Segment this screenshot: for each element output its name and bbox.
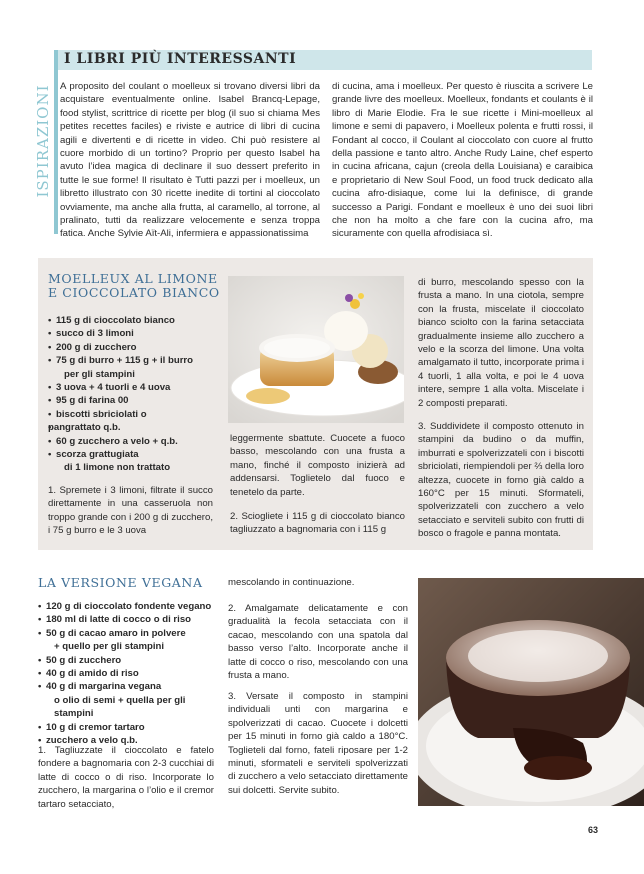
recipe2-photo bbox=[418, 578, 644, 806]
section-side-label bbox=[34, 46, 52, 236]
side-accent-bar bbox=[54, 50, 58, 234]
ingredient-item: • 60 g zucchero a velo + q.b. bbox=[48, 435, 223, 448]
ingredient-item: • succo di 3 limoni bbox=[48, 327, 223, 340]
article-column-2: di cucina, ama i moelleux. Per questo è riuscita a scrivere Le grande livre des moelleux. Moelleux, fondants et coulants è il libro di Marie Elodie. Fra le sue ricette i Mini-moelleux al limone e semi di papavero, i Moelleux polenta e frutti rossi, il Fondant al cocco, il Coulant al cioccolato con cuore al frutto della passione e tanto altro. Anche Rudy Laine, chef esperto in cucina africana, cajun (creola della Louisiana) e caraibica e proprietario di New Soul Food, un food truck dedicato alla cucina afro-disiaque, come lui la definisce, di grande successo a Parigi. Fondant e moelleux è uno dei suoi libri che non ha molto a che fare con la cucina afro, ma sicuramente con quella afrodisiaca sì. bbox=[332, 81, 593, 240]
recipe1-title-line2: E CIOCCOLATO BIANCO bbox=[48, 285, 220, 300]
ingredient-item: • biscotti sbriciolati o bbox=[48, 408, 223, 421]
ingredient-item: • pangrattato q.b. bbox=[48, 421, 223, 434]
recipe1-step3: 3. Suddividete il composto ottenuto in stampini da budino o da muffin, imburrati e spolverizzateli con i biscotti sbriciolati, riempiendoli per ⅔ della loro altezza, cuocete in forno già caldo a 160°C per 15 minuti. Sformateli, spolverizzateli con zucchero a velo setacciato e serviteli subito con frutti di bosco o fragole e panna montata. bbox=[418, 421, 584, 540]
ingredient-item: • 3 uova + 4 tuorli e 4 uova bbox=[48, 381, 223, 394]
recipe1-step2-cont: di burro, mescolando spesso con la frusta a mano. In una ciotola, sempre con la frusta, miscelate il cioccolato bianco sciolto con la farina setacciata gradualmente insieme allo zucchero a velo e la scorza del limone. Una volta amalgamato il tutto, incorporate prima i 4 tuorli, 1 alla volta, e poi le 4 uova intere, sempre 1 alla volta. Miscelate i 2 composti preparati. bbox=[418, 277, 584, 409]
section-side-label-text: ISPIRAZIONI bbox=[34, 84, 52, 198]
recipe1-step1-cont: leggermente sbattute. Cuocete a fuoco basso, mescolando con una frusta a mano, finché il composto inizierà ad addensarsi. Toglietelo dal fuoco e tenetelo da parte. bbox=[230, 433, 405, 498]
ingredient-item: • scorza grattugiata di 1 limone non trattato bbox=[48, 448, 223, 475]
ingredient-item: • 50 g di zucchero bbox=[38, 654, 223, 667]
ingredient-item: • zucchero a velo q.b. bbox=[38, 734, 223, 747]
recipe2-step3: 3. Versate il composto in stampini individuali unti con margarina e spolverizzati di cacao. Cuocete i dolcetti per 15 minuti in forno già caldo a 180°C. Toglieteli dal forno, fateli riposare per 1-2 minuti, sformateli e serviteli spolverizzati di zucchero a velo setacciato direttamente sui dolcetti. Servite subito. bbox=[228, 691, 408, 796]
recipe2-step1: 1. Tagliuzzate il cioccolato e fatelo fondere a bagnomaria con 2-3 cucchiai di latte di cocco o di riso. Incorporate lo zucchero, la margarina o l’olio e il cremor tartaro setacciato, bbox=[38, 745, 214, 810]
recipe1-title bbox=[48, 272, 223, 300]
ingredient-item: • 40 g di amido di riso bbox=[38, 667, 223, 680]
recipe2-step1-cont: mescolando in continuazione. bbox=[228, 577, 355, 588]
ingredient-item: • 50 g di cacao amaro in polvere + quello per gli stampini bbox=[38, 627, 223, 654]
ingredient-item: • 75 g di burro + 115 g + il burro per gli stampini bbox=[48, 354, 223, 381]
ingredient-item: • 10 g di cremor tartaro bbox=[38, 721, 223, 734]
recipe1-title-line1: MOELLEUX AL LIMONE bbox=[48, 271, 218, 286]
recipe2-ingredients bbox=[38, 600, 223, 747]
ingredient-item: • 95 g di farina 00 bbox=[48, 394, 223, 407]
recipe1-photo bbox=[228, 276, 404, 423]
section-title: I LIBRI PIÙ INTERESSANTI bbox=[64, 51, 297, 67]
ingredient-item: • 115 g di cioccolato bianco bbox=[48, 314, 223, 327]
page-number: 63 bbox=[588, 825, 599, 835]
article-column-1: A proposito del coulant o moelleux si trovano diversi libri da acquistare eventualmente online. Isabel Brancq-Lepage, food stylist, scrittrice di ricette per blog (il suo si chiama Mes petites recettes faciles) e riviste e autrice di libri di cucina agili e divertenti e di ricette in video. Chi può resistere al cuore morbido di un tortino? Proprio per questo Isabel ha avuto l’idea magica di declinare il suo dessert preferito in tutte le sue forme! Il risultato è Tutti pazzi per i moelleux, un libretto illustrato con 30 ricette inedite di tortini al cioccolato ovviamente, ma anche alla frutta, al caramello, al torrone, al pralinato, tutti da realizzare velocemente e senza troppa fatica. Anche Sylvie Aït-Ali, infermiera e appassionatissima bbox=[60, 81, 320, 240]
ingredient-item: • 200 g di zucchero bbox=[48, 341, 223, 354]
recipe2-step2: 2. Amalgamate delicatamente e con gradualità la fecola setacciata con il cacao, mescolando con una spatola dal basso verso l’alto. Incorporate anche il latte di cocco o riso, mescolando con una frusta a mano. bbox=[228, 603, 408, 682]
ingredient-item: • 120 g di cioccolato fondente vegano bbox=[38, 600, 223, 613]
ingredient-item: • 180 ml di latte di cocco o di riso bbox=[38, 613, 223, 626]
recipe2-title: LA VERSIONE VEGANA bbox=[38, 575, 203, 590]
recipe1-ingredients bbox=[48, 314, 223, 475]
section-title-banner bbox=[58, 50, 592, 70]
ingredient-item: • 40 g di margarina vegana o olio di semi + quella per gli stampini bbox=[38, 680, 223, 720]
recipe1-step2-start: 2. Sciogliete i 115 g di cioccolato bianco tagliuzzato a bagnomaria con i 115 g bbox=[230, 511, 405, 536]
recipe1-step1-start: 1. Spremete i 3 limoni, filtrate il succo direttamente in una casseruola non troppo grande con i 200 g di zucchero, i 75 g burro e le 3 uova bbox=[48, 485, 213, 537]
